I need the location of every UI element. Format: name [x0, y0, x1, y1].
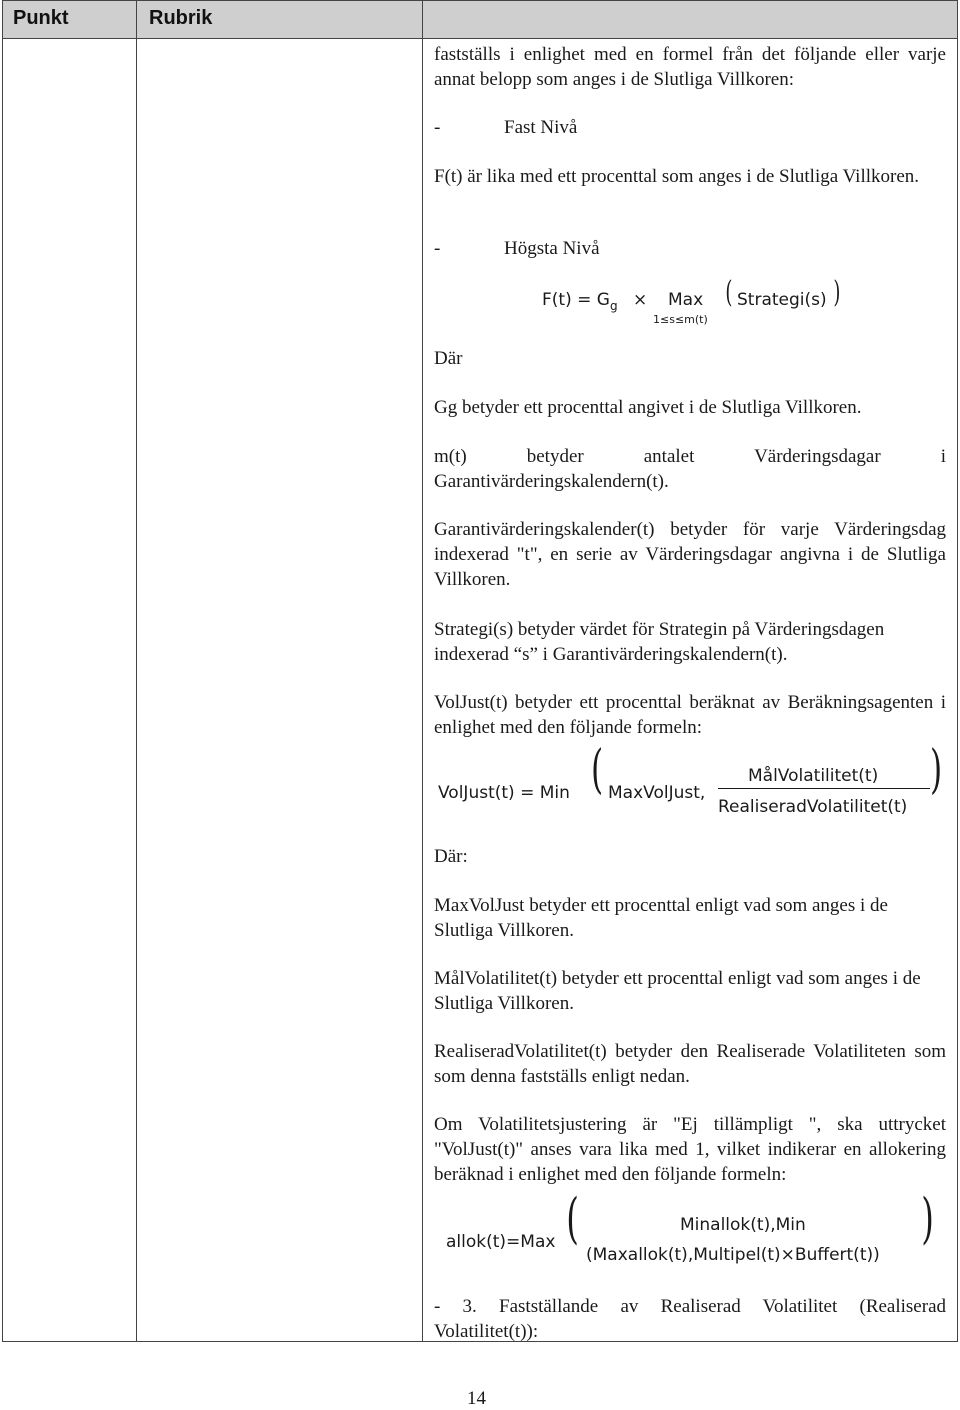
- formula-range: 1≤s≤m(t): [653, 313, 708, 326]
- left-paren: (: [591, 740, 604, 800]
- paragraph-voljust: VolJust(t) betyder ett procenttal beräknat av Beräkningsagenten i enlighet med den följande formeln:: [434, 692, 946, 738]
- right-paren: ): [833, 275, 841, 310]
- column-divider-2: [422, 1, 423, 1341]
- paragraph-faststallande: - 3. Fastställande av Realiserad Volatilitet (Realiserad Volatilitet(t)):: [434, 1296, 946, 1342]
- formula-line-2: (Maxallok(t),Multipel(t)×Buffert(t)): [586, 1245, 880, 1265]
- list-item-hogsta-niva: [434, 236, 946, 261]
- paragraph-fast-description: F(t) är lika med ett procenttal som anges i de Slutliga Villkoren.: [434, 166, 920, 187]
- left-paren: (: [725, 275, 733, 310]
- table-header-row: [3, 1, 957, 39]
- paragraph-mt: m(t) betyder antalet Värderingsdagar i Garantivärderingskalendern(t).: [434, 446, 946, 492]
- formula-line-1: Minallok(t),Min: [680, 1215, 806, 1235]
- page-number: 14: [467, 1388, 486, 1409]
- list-item-label: Högsta Nivå: [504, 238, 600, 259]
- fraction-numerator: MålVolatilitet(t): [748, 766, 879, 786]
- paragraph-om-volatilitetsjustering: Om Volatilitetsjustering är "Ej tillämpligt ", ska uttrycket "VolJust(t)" anses vara lika med 1, vilket indikerar en allokering beräknad i enlighet med den följande formeln:: [434, 1114, 946, 1185]
- formula-subscript: g: [609, 299, 618, 313]
- header-punkt: Punkt: [13, 7, 69, 29]
- formula-argument: Strategi(s): [737, 290, 827, 310]
- formula-lhs: F(t) = G: [542, 290, 610, 310]
- dash-marker: -: [434, 238, 441, 259]
- label-dar: Där: [434, 348, 463, 369]
- paragraph-realiseradvolatilitet: RealiseradVolatilitet(t) betyder den Realiserade Volatiliteten som som denna fastställs enligt nedan.: [434, 1041, 946, 1087]
- paragraph-gg: Gg betyder ett procenttal angivet i de Slutliga Villkoren.: [434, 397, 862, 418]
- paragraph-maxvoljust: MaxVolJust betyder ett procenttal enligt vad som anges i de Slutliga Villkoren.: [434, 895, 888, 941]
- formula-argument: MaxVolJust,: [608, 783, 706, 803]
- right-paren: ): [930, 740, 943, 800]
- list-item-label: Fast Nivå: [504, 117, 578, 138]
- fraction-denominator: RealiseradVolatilitet(t): [718, 797, 908, 817]
- formula-max: Max: [668, 290, 704, 310]
- paragraph-garantikalender: Garantivärderingskalender(t) betyder för varje Värderingsdag indexerad "t", en serie av Värderingsdagar angivna i de Slutliga Villkoren.: [434, 519, 946, 590]
- formula-lhs: VolJust(t) = Min: [438, 783, 570, 803]
- right-paren: ): [921, 1187, 934, 1250]
- fraction-line: [718, 788, 930, 789]
- times-operator: ×: [633, 290, 648, 310]
- label-dar-colon: Där:: [434, 846, 468, 867]
- formula-lhs: allok(t)=Max: [446, 1232, 556, 1252]
- dash-marker: -: [434, 117, 441, 138]
- left-paren: (: [566, 1187, 579, 1250]
- header-rubrik: Rubrik: [149, 7, 213, 29]
- paragraph-strategi: Strategi(s) betyder värdet för Strategin på Värderingsdagen indexerad “s” i Garantivärderingskalendern(t).: [434, 619, 885, 665]
- paragraph-malvolatilitet: MålVolatilitet(t) betyder ett procenttal enligt vad som anges i de Slutliga Villkoren.: [434, 968, 921, 1014]
- column-divider-1: [136, 1, 137, 1341]
- list-item-fast-niva: [434, 115, 946, 140]
- paragraph-intro: fastställs i enlighet med en formel från det följande eller varje annat belopp som anges i de Slutliga Villkoren:: [434, 44, 946, 90]
